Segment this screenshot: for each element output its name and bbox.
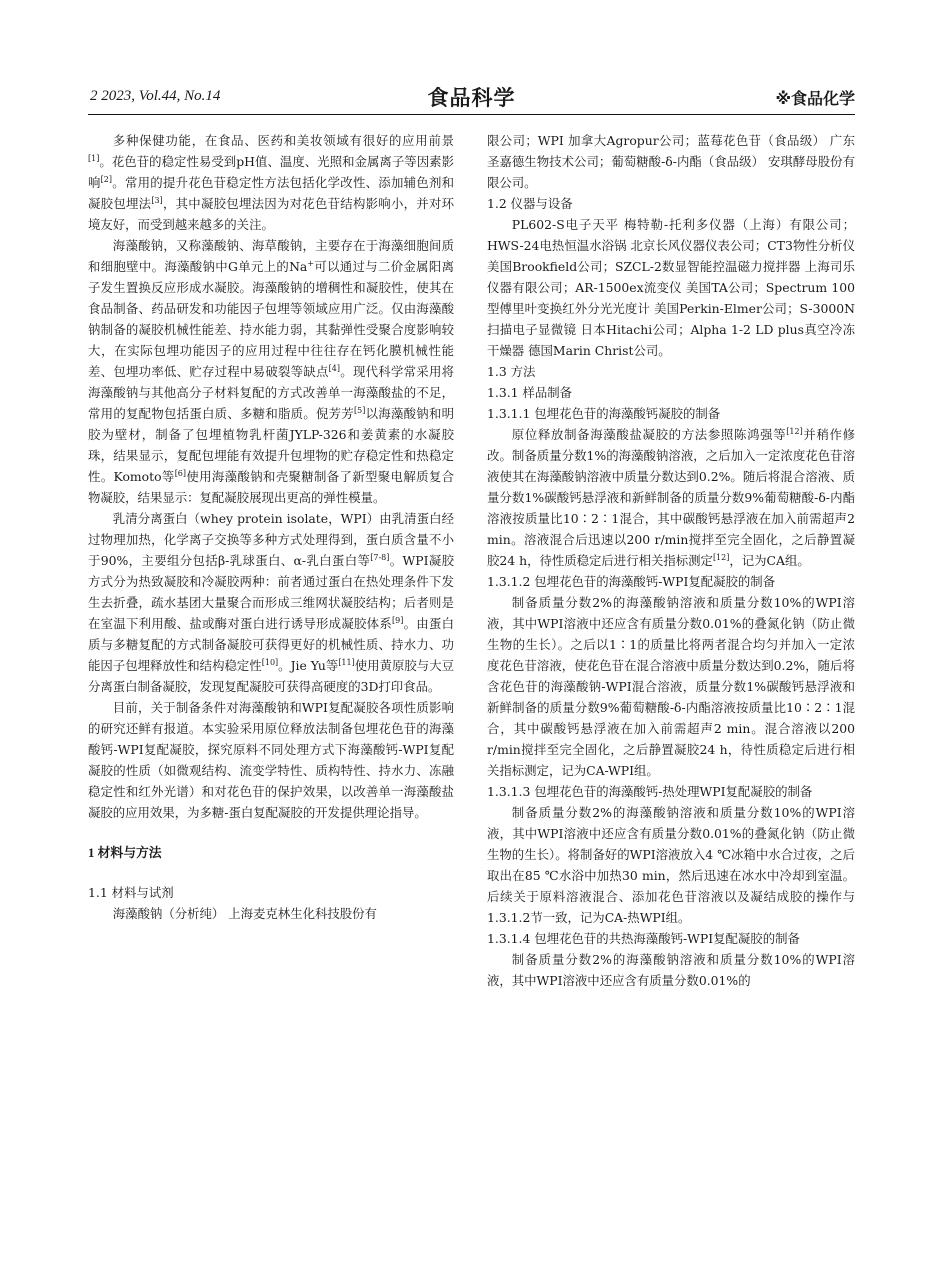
subsection-heading-1-3-1-1: 1.3.1.1 包埋花色苷的海藻酸钙凝胶的制备 — [487, 406, 721, 421]
section-label: ※食品化学 — [775, 89, 855, 108]
subsection-heading-1-3-1-3: 1.3.1.3 包埋花色苷的海藻酸钙-热处理WPI复配凝胶的制备 — [487, 784, 813, 799]
page-header — [88, 82, 855, 115]
paragraph-objective: 目前，关于制备条件对海藻酸钠和WPI复配凝胶各项性质影响的研究还鲜有报道。本实验采用原位释放法制备包埋花色苷的海藻酸钙-WPI复配凝胶，探究原料不同处理方式下海藻酸钙-WPI复配凝胶的性质（如微观结构、流变学特性、质构特性、持水力、冻融稳定性和红外光谱）和对花色苷的保护效果，以改善单一海藻酸盐凝胶的应用效果，为多糖-蛋白复配凝胶的开发提供理论指导。 — [88, 700, 454, 820]
paragraph-sodium-alginate: 海藻酸钠，又称藻酸钠、海草酸钠，主要存在于海藻细胞间质和细胞壁中。海藻酸钠中G单元上的Na+可以通过与二价金属阳离子发生置换反应形成水凝胶。海藻酸钠的增稠性和凝胶性，使其在食品制备、药品研发和功能因子包埋等领域应用广泛。仅由海藻酸钠制备的凝胶机械性能差、持水能力弱，其黏弹性受聚合度影响较大，在实际包埋功能因子的应用过程中往往存在钙化膜机械性能差、包埋功率低、贮存过程中易破裂等缺点[4]。现代科学常采用将海藻酸钠与其他高分子材料复配的方式改善单一海藻酸盐的不足，常用的复配物包括蛋白质、多糖和脂质。倪芳芳[5]以海藻酸钠和明胶为壁材，制备了包埋植物乳杆菌JYLP-326和姜黄素的水凝胶珠，结果显示，复配包埋能有效提升包埋物的贮存稳定性和热稳定性。Komoto等[6]使用海藻酸钠和壳聚糖制备了新型聚电解质复合物凝胶，结果显示：复配凝胶展现出更高的弹性模量。 — [88, 238, 455, 505]
page-number-volume: 2 2023, Vol.44, No.14 — [90, 88, 221, 104]
paragraph-ca-wpi-gel: 制备质量分数2%的海藻酸钠溶液和质量分数10%的WPI溶液，其中WPI溶液中还应含有质量分数0.01%的叠氮化钠（防止微生物的生长）。之后以1∶1的质量比将两者混合均匀并加入一定浓度花色苷溶液，使花色苷在混合溶液中质量分数达到0.2%，随后将含花色苷的海藻酸钠-WPI混合溶液，质量分数1%碳酸钙悬浮液和新鲜制备的质量分数9%葡萄糖酸-δ-内酯溶液按质量比10∶2∶1混合，其中碳酸钙悬浮液在加入前需超声2 min。混合溶液以200 r/min搅拌至完全固化，之后静置凝胶24 h，待性质稳定后进行相关指标测定，记为CA-WPI组。 — [487, 595, 855, 778]
paragraph-intro-anthocyanin: 多种保健功能，在食品、医药和美妆领域有很好的应用前景[1]。花色苷的稳定性易受到pH值、温度、光照和金属离子等因素影响[2]。常用的提升花色苷稳定性方法包括化学改性、添加辅色剂和凝胶包埋法[3]，其中凝胶包埋法因为对花色苷结构影响小，并对环境友好，而受到越来越多的关注。 — [88, 133, 455, 232]
citation: [11] — [338, 658, 355, 667]
right-column — [487, 130, 855, 991]
subsection-heading-1-2: 1.2 仪器与设备 — [487, 196, 573, 211]
paragraph-wpi: 乳清分离蛋白（whey protein isolate，WPI）由乳清蛋白经过物理加热，化学离子交换等多种方式处理得到，蛋白质含量不小于90%，主要组分包括β-乳球蛋白、α-乳白蛋白等[7-8]。WPI凝胶方式分为热致凝胶和冷凝胶两种：前者通过蛋白在热处理条件下发生去折叠，疏水基团大量聚合而形成三维网状凝胶结构；后者则是在室温下利用酸、盐或酶对蛋白进行诱导形成凝胶体系[9]。由蛋白质与多糖复配的方式制备凝胶可获得更好的机械性质、持水力、功能因子包埋释放性和结构稳定性[10]。Jie Yu等[11]使用黄原胶与大豆分离蛋白制备凝胶，发现复配凝胶可获得高硬度的3D打印食品。 — [88, 511, 455, 694]
citation: [10] — [261, 658, 279, 667]
paragraph-instruments: PL602-S电子天平 梅特勒-托利多仪器（上海）有限公司；HWS-24电热恒温水浴锅 北京长风仪器仪表公司；CT3物性分析仪 美国Brookfield公司；SZCL-2数显智能控温磁力搅拌器 上海司乐仪器有限公司；AR-1500ex流变仪 美国TA公司；Spectrum 100型傅里叶变换红外分光光度计 美国Perkin-Elmer公司；S-3000N扫描电子显微镜 日本Hitachi公司；Alpha 1-2 LD plus真空冷冻干燥器 德国Marin Christ公司。 — [487, 217, 855, 358]
paragraph-ca-gel: 原位释放制备海藻酸盐凝胶的方法参照陈鸿强等[12]并稍作修改。制备质量分数1%的海藻酸钠溶液，之后加入一定浓度花色苷溶液使其在海藻酸钠溶液中质量分数达到0.2%。随后将混合溶液、质量分数1%碳酸钙悬浮液和新鲜制备的质量分数9%葡萄糖酸-δ-内酯溶液按质量比10∶2∶1混合，其中碳酸钙悬浮液在加入前需超声2 min。溶液混合后迅速以200 r/min搅拌至完全固化，之后静置凝胶24 h，待性质稳定后进行相关指标测定[12]，记为CA组。 — [487, 427, 856, 568]
citation: [4] — [328, 364, 341, 373]
citation: [12] — [712, 553, 730, 562]
subsection-heading-1-3-1: 1.3.1 样品制备 — [487, 385, 573, 400]
subsection-heading-1-1: 1.1 材料与试剂 — [88, 885, 174, 900]
citation: [3] — [151, 196, 163, 205]
citation: [9] — [392, 616, 404, 625]
subsection-heading-1-3-1-4: 1.3.1.4 包埋花色苷的共热海藻酸钙-WPI复配凝胶的制备 — [487, 931, 800, 946]
citation: [2] — [100, 175, 113, 184]
subsection-heading-1-3-1-2: 1.3.1.2 包埋花色苷的海藻酸钙-WPI复配凝胶的制备 — [487, 574, 776, 589]
citation: [7-8] — [370, 553, 390, 562]
paragraph-coheated-gel: 制备质量分数2%的海藻酸钠溶液和质量分数10%的WPI溶液，其中WPI溶液中还应含有质量分数0.01%的 — [487, 952, 855, 988]
superscript-plus: + — [307, 259, 315, 268]
left-column — [88, 130, 454, 924]
citation: [1] — [88, 154, 100, 163]
paragraph-ca-heated-wpi-gel: 制备质量分数2%的海藻酸钠溶液和质量分数10%的WPI溶液，其中WPI溶液中还应含有质量分数0.01%的叠氮化钠（防止微生物的生长）。将制备好的WPI溶液放入4 ℃冰箱中水合过夜，之后取出在85 ℃水浴中加热30 min，然后迅速在冰水中冷却到室温。后续关于原料溶液混合、添加花色苷溶液以及凝结成胶的操作与1.3.1.2节一致，记为CA-热WPI组。 — [487, 805, 855, 925]
paragraph-materials: 海藻酸钠（分析纯） 上海麦克林生化科技股份有 — [112, 906, 377, 921]
citation: [12] — [786, 427, 803, 436]
paragraph-materials-cont: 限公司；WPI 加拿大Agropur公司；蓝莓花色苷（食品级） 广东圣嘉德生物技术公司；葡萄糖酸-δ-内酯（食品级） 安琪酵母股份有限公司。 — [487, 133, 855, 190]
journal-title: 食品科学 — [427, 86, 516, 110]
section-heading-1: 1 材料与方法 — [88, 846, 162, 860]
citation: [5] — [354, 406, 366, 415]
citation: [6] — [174, 469, 187, 478]
subsection-heading-1-3: 1.3 方法 — [487, 364, 536, 379]
